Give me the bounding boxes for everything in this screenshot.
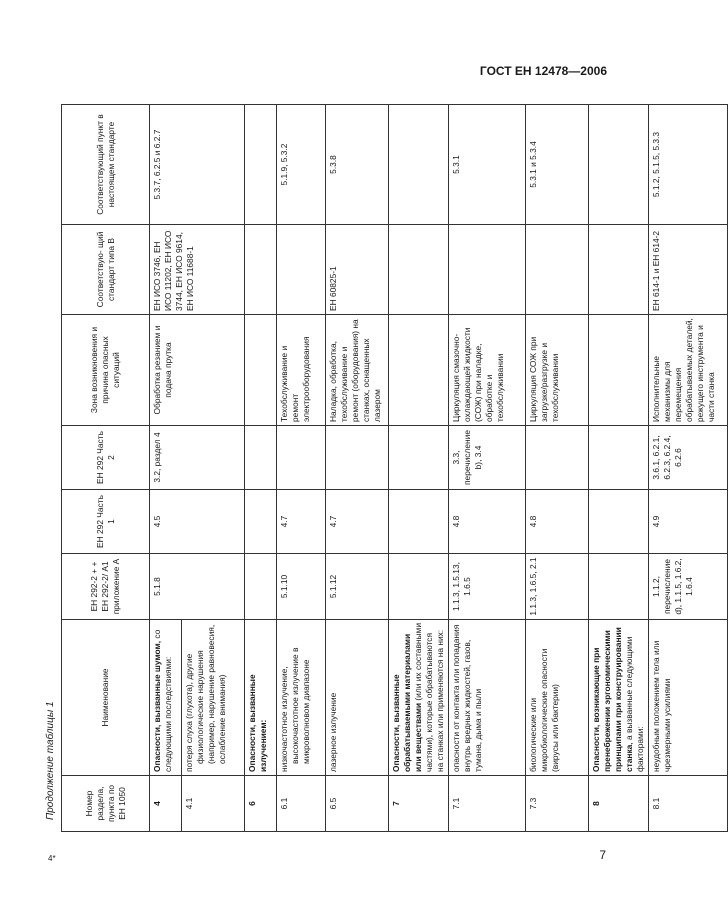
clause-ref: 5.1.9, 5.3.2 <box>277 105 326 225</box>
hazard-zone: Циркуляция смазочно-охлаждающей жидкости (СОЖ) при наладке, обработке и техобслуживании <box>449 315 526 426</box>
hazard-zone: Наладка, обработка, техобслуживание и ремонт (оборудования) на станках, оснащенных лазером <box>326 315 389 426</box>
section-title: Опасности, возникающие при пренебрежении эргономическими принципами при конструировании станка <box>591 627 634 772</box>
item-number: 7.3 <box>526 776 589 832</box>
table-row <box>589 105 649 832</box>
section-number: 4 <box>150 776 182 832</box>
page-number: 7 <box>599 848 606 862</box>
col-header-en292-part2: ЕН 292 Часть 2 <box>62 426 150 490</box>
table-caption: Продолжение таблицы 1 <box>45 701 56 820</box>
section-title: Опасности, вызванные шумом, <box>152 640 162 772</box>
section-title-cell <box>589 620 649 776</box>
part1-ref: 4.7 <box>277 490 326 554</box>
section-text: (или их составными частями), которые обрабатываются на станках или применяются на них: <box>413 623 445 772</box>
section-number: 6 <box>245 776 277 832</box>
hazards-table <box>61 104 728 832</box>
part1-ref: 4.9 <box>649 490 728 554</box>
section-title-cell <box>150 620 182 776</box>
part1-ref: 4.7 <box>326 490 389 554</box>
item-text: опасности от контакта или попадания внутрь вредных жидкостей, газов, тумана, дыма и пыли <box>449 620 526 776</box>
hazard-zone: Циркуляция СОЖ при загрузке/разгрузке и техобслуживании <box>526 315 589 426</box>
section-number: 8 <box>589 776 649 832</box>
col-header-en292-2-annex: ЕН 292-2 + + ЕН 292-2/ А1 приложение А <box>62 554 150 620</box>
section-number: 7 <box>389 776 449 832</box>
section-title-cell <box>389 620 449 776</box>
item-number: 6.1 <box>277 776 326 832</box>
hazard-zone: Техобслуживание и ремонт электрооборудования <box>277 315 326 426</box>
clause-ref: 5.3.7, 6.2.5 и 6.2.7 <box>150 105 245 225</box>
annex-ref: 5.1.10 <box>277 554 326 620</box>
col-header-name: Наименование <box>62 620 150 776</box>
clause-ref: 5.3.1 <box>449 105 526 225</box>
type-b-standard: ЕН 614-1 и ЕН 614-2 <box>649 225 728 315</box>
clause-ref: 5.1.2, 5.1.5, 5.3.3 <box>649 105 728 225</box>
document-standard-title: ГОСТ ЕН 12478—2006 <box>479 64 607 78</box>
part2-ref: 3.2, раздел 4 <box>150 426 245 490</box>
section-title: Опасности, вызванные излучением: <box>245 620 277 776</box>
table-row <box>449 105 526 832</box>
annex-ref: 5.1.12 <box>326 554 389 620</box>
item-number: 6.5 <box>326 776 389 832</box>
col-header-section-number: Номер раздела, пункта по ЕН 1050 <box>62 776 150 832</box>
clause-ref: 5.3.8 <box>326 105 389 225</box>
section-text: со следующими последствиями: <box>152 629 173 772</box>
part2-ref: 3.3, перечисление b), 3.4 <box>449 426 526 490</box>
type-b-standard: ЕН ИСО 3746, ЕН ИСО 11202, ЕН ИСО 3744, ЕН ИСО 9614, ЕН ИСО 11688-1 <box>150 225 245 315</box>
part1-ref: 4.8 <box>449 490 526 554</box>
section-title: Опасности, вызванные обрабатываемыми материалами или веществами <box>391 633 423 772</box>
table-row <box>326 105 389 832</box>
item-text: потеря слуха (глухота), другие физиологические нарушения (например, нарушение равновесия, ослабление внимания) <box>182 620 245 776</box>
rotated-table-block <box>41 105 716 832</box>
part2-ref: 3.6.1, 6.2.1, 6.2.3, 6.2.4, 6.2.6 <box>649 426 728 490</box>
part1-ref: 4.8 <box>526 490 589 554</box>
col-header-type-b-standard: Соответствую- щий стандарт типа В <box>62 225 150 315</box>
clause-ref: 5.3.1 и 5.3.4 <box>526 105 589 225</box>
table-row <box>526 105 589 832</box>
table-row <box>245 105 277 832</box>
sheet-mark: 4* <box>48 854 56 863</box>
col-header-hazard-zone: Зона возникновения и причина опасных ситуаций <box>62 315 150 426</box>
col-header-en292-part1: ЕН 292 Часть 1 <box>62 490 150 554</box>
table-row <box>389 105 449 832</box>
hazard-zone: Исполнительные механизмы для перемещения обрабатываемых деталей, режущего инструмента и части станка <box>649 315 728 426</box>
item-text: неудобным положением тела или чрезмерными усилиями <box>649 620 728 776</box>
item-number: 7.1 <box>449 776 526 832</box>
col-header-clause: Соответствующий пункт в настоящем стандарте <box>62 105 150 225</box>
part1-ref: 4.5 <box>150 490 245 554</box>
item-text: низкочастотное излучение, высокочастотное излучение в микроволновом диапазоне <box>277 620 326 776</box>
table-row <box>649 105 728 832</box>
annex-ref: 1.1.2, перечисление d), 1.1.5, 1.6.2, 1.6.4 <box>649 554 728 620</box>
table-row <box>150 105 182 832</box>
item-text: лазерное излучение <box>326 620 389 776</box>
item-number: 4.1 <box>182 776 245 832</box>
annex-ref: 1.1.3, 1.6.5, 2.1 <box>526 554 589 620</box>
annex-ref: 1.1.3, 1.5.13, 1.6.5 <box>449 554 526 620</box>
section-text: , а вызванные следующими факторами: <box>624 636 645 772</box>
item-number: 8.1 <box>649 776 728 832</box>
annex-ref: 5.1.8 <box>150 554 245 620</box>
table-row <box>277 105 326 832</box>
type-b-standard: ЕН 60825-1 <box>326 225 389 315</box>
item-text: биологические или микробиологические опасности (вирусы или бактерии) <box>526 620 589 776</box>
table-header-row <box>62 105 150 832</box>
hazard-zone: Обработка резанием и подача прутка <box>150 315 245 426</box>
